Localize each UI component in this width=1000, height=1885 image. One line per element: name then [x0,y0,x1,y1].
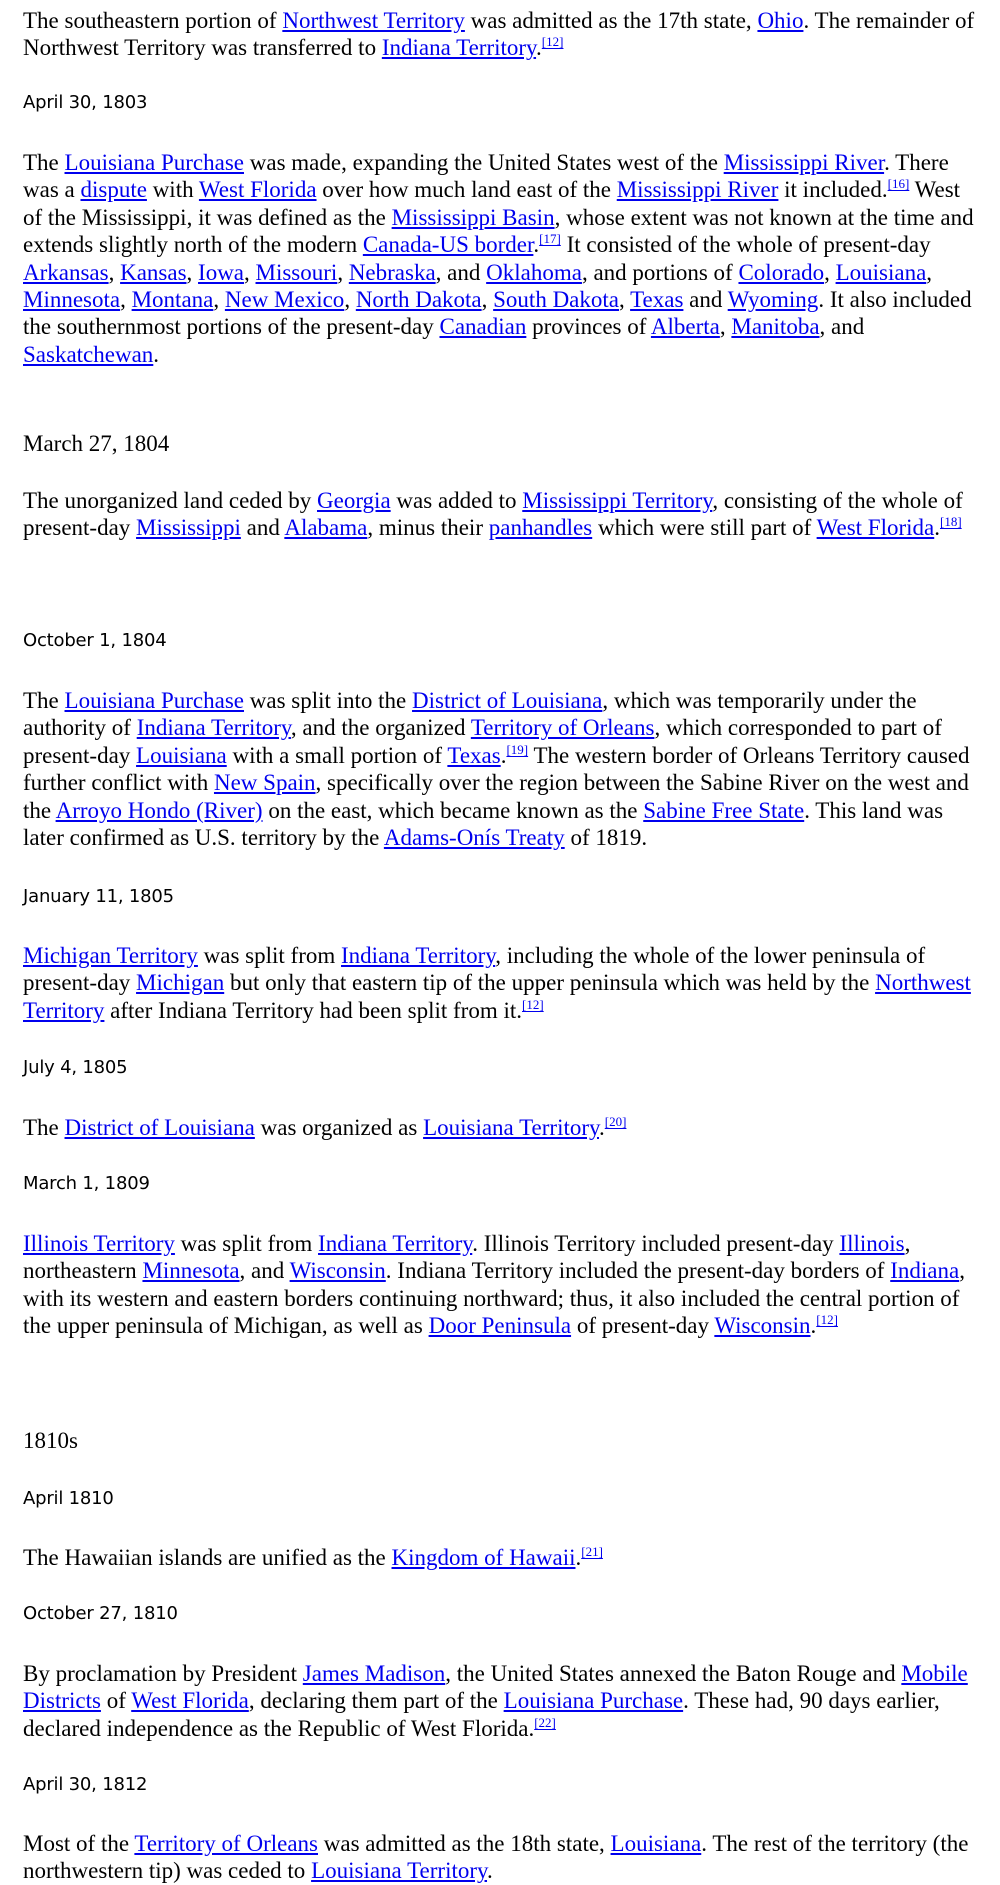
text-run: , whose extent was not known at the time and extends slightly north of the modern [23,204,974,258]
text-run: The western border of Orleans Territory caused further conflict with [23,742,970,796]
text-run: . [487,1858,493,1884]
text-run: . [599,1115,605,1140]
text-run: , with its western and eastern borders continuing northward; thus, it also included the central portion of the upper peninsula of Michigan, as well as [23,1258,965,1339]
link-new-mexico[interactable]: New Mexico [224,287,345,313]
text-run: was split from [174,1231,319,1256]
citation-link[interactable]: [12] [816,1312,838,1328]
text-run: , [344,287,356,313]
text-run: was split from [197,943,342,968]
link-mississippi-river[interactable]: Mississippi River [616,177,779,203]
text-run: The Hawaiian islands are unified as the [23,1545,392,1570]
citation [522,997,544,1012]
link-arroyo-hondo-river[interactable]: Arroyo Hondo (River) [55,797,263,823]
link-arkansas[interactable]: Arkansas [23,259,109,285]
text-run: . Illinois Territory included present-day [472,1231,840,1256]
link-south-dakota[interactable]: South Dakota [493,287,619,313]
link-north-dakota[interactable]: North Dakota [355,287,482,313]
text-run: , and [239,1258,290,1284]
text-run: was split into the [244,688,413,713]
link-west-florida[interactable]: West Florida [198,177,317,203]
link-nebraska[interactable]: Nebraska [348,259,436,285]
text-run: , [926,259,933,285]
text-run: Most of the [23,1831,135,1856]
paragraph [23,1660,983,1742]
link-louisiana-purchase[interactable]: Louisiana Purchase [64,688,244,713]
link-wisconsin[interactable]: Wisconsin [289,1258,386,1284]
link-new-spain[interactable]: New Spain [213,770,316,796]
link-district-of-louisiana[interactable]: District of Louisiana [412,688,603,713]
text-run: . There was a [23,150,949,203]
link-mississippi-basin[interactable]: Mississippi Basin [391,204,555,230]
text-run: . [153,341,160,367]
text-run: . [536,35,542,61]
link-indiana[interactable]: Indiana [890,1258,960,1284]
link-northwest-territory[interactable]: Northwest Territory [282,8,465,33]
citation [534,1715,556,1730]
text-run: . [500,742,507,768]
text-run: with a small portion of [226,742,448,768]
text-run: , and portions of [581,259,739,285]
text-run: , including the whole of the lower peninsula of present-day [23,943,926,996]
link-ohio[interactable]: Ohio [757,8,804,33]
citation [888,176,910,191]
link-kansas[interactable]: Kansas [120,259,187,285]
text-run: , which corresponded to part of present-day [23,715,942,768]
text-run: , specifically over the region between the Sabine River on the west and the [23,770,969,823]
text-run: and [240,515,285,541]
paragraph [23,1830,983,1885]
link-louisiana-territory[interactable]: Louisiana Territory [311,1858,488,1884]
link-kingdom-of-hawaii[interactable]: Kingdom of Hawaii [391,1545,576,1570]
text-run: , the United States annexed the Baton Rouge and [445,1661,902,1686]
date-heading: October 1, 1804 [23,630,167,651]
link-wisconsin[interactable]: Wisconsin [714,1313,811,1339]
link-indiana-territory[interactable]: Indiana Territory [136,715,291,741]
text-run: was made, expanding the United States west of the [244,150,724,175]
text-run: on the east, which became known as the [262,797,644,823]
paragraph [23,487,983,542]
link-texas[interactable]: Texas [630,287,684,313]
text-run: . This land was later confirmed as U.S. territory by the [23,797,944,851]
link-manitoba[interactable]: Manitoba [731,314,820,340]
link-louisiana[interactable]: Louisiana [835,259,927,285]
text-run: By proclamation by President [23,1661,303,1686]
link-minnesota[interactable]: Minnesota [142,1258,240,1284]
link-west-florida[interactable]: West Florida [131,1688,249,1714]
link-james-madison[interactable]: James Madison [302,1661,446,1686]
citation-link[interactable]: [21] [581,1544,603,1559]
link-minnesota[interactable]: Minnesota [23,287,121,313]
link-oklahoma[interactable]: Oklahoma [486,259,582,285]
text-run: . [575,1545,582,1570]
text-run: it included. [778,177,888,203]
paragraph [23,1230,983,1340]
link-michigan-territory[interactable]: Michigan Territory [23,943,198,968]
text-run: The unorganized land ceded by [23,488,317,513]
date-heading: April 1810 [23,1488,114,1509]
text-run: , [213,287,225,313]
paragraph [23,1114,983,1141]
text-run: , [719,314,732,340]
citation [581,1544,603,1559]
link-door-peninsula[interactable]: Door Peninsula [428,1313,572,1339]
text-run: . [810,1313,817,1339]
text-run: . [934,515,940,541]
link-sabine-free-state[interactable]: Sabine Free State [643,797,805,823]
link-michigan[interactable]: Michigan [136,970,225,996]
link-illinois[interactable]: Illinois [839,1231,905,1256]
link-territory-of-orleans[interactable]: Territory of Orleans [470,715,655,741]
text-run: was admitted as the 17th state, [464,8,758,33]
text-run: . The rest of the territory (the northwestern tip) was ceded to [23,1831,969,1884]
citation-link[interactable]: [16] [887,176,910,192]
text-run: , and [819,314,865,340]
text-run: . These had, 90 days earlier, declared independence as the Republic of West Florida. [23,1688,940,1741]
text-run: . Indiana Territory included the present-day borders of [385,1258,891,1284]
citation [940,514,962,529]
text-run: of 1819. [564,825,648,851]
paragraph [23,149,983,368]
text-run: , [619,287,631,313]
link-georgia[interactable]: Georgia [317,488,391,513]
link-colorado[interactable]: Colorado [738,259,825,285]
text-run: The [23,688,65,713]
date-heading: July 4, 1805 [23,1057,128,1078]
citation [506,742,528,757]
text-run: , [120,287,132,313]
link-missouri[interactable]: Missouri [255,259,338,285]
citation [605,1114,627,1129]
date-heading: April 30, 1812 [23,1774,148,1795]
link-alabama[interactable]: Alabama [284,515,368,541]
text-run: , [108,259,121,285]
text-run: of [100,1688,132,1714]
link-west-florida[interactable]: West Florida [816,515,935,541]
text-run: was organized as [254,1115,424,1140]
link-louisiana[interactable]: Louisiana [610,1831,702,1856]
section-heading: March 27, 1804 [23,431,170,456]
date-heading: January 11, 1805 [23,886,174,907]
link-mississippi[interactable]: Mississippi [136,515,241,541]
text-run: The [23,150,65,175]
paragraph [23,942,983,1024]
text-run: which were still part of [592,515,817,541]
link-mobile-districts[interactable]: Mobile Districts [23,1661,968,1714]
date-heading: March 1, 1809 [23,1173,150,1194]
text-run: . It also included the southernmost portions of the present-day [23,287,972,340]
link-panhandles[interactable]: panhandles [488,515,593,541]
text-run: The [23,1115,65,1140]
link-louisiana-purchase[interactable]: Louisiana Purchase [64,150,244,175]
link-adams-on-s-treaty[interactable]: Adams-Onís Treaty [383,825,565,851]
paragraph [23,7,983,62]
text-run: with [146,177,199,203]
text-run: , which was temporarily under the authority of [23,688,917,741]
link-district-of-louisiana[interactable]: District of Louisiana [64,1115,255,1140]
section-heading: 1810s [23,1428,78,1453]
text-run: , and the organized [290,715,471,741]
text-run: but only that eastern tip of the upper peninsula which was held by the [224,970,876,996]
citation-link[interactable]: [12] [522,996,544,1012]
link-canadian[interactable]: Canadian [439,314,527,340]
text-run: , northeastern [23,1231,911,1284]
link-dispute[interactable]: dispute [80,177,147,203]
date-heading: April 30, 1803 [23,92,148,113]
text-run: The southeastern portion of [23,8,283,33]
text-run: provinces of [526,314,651,340]
citation-link[interactable]: [20] [604,1114,627,1129]
citation [539,231,561,246]
text-run: . The remainder of Northwest Territory was transferred to [23,8,975,61]
citation-link[interactable]: [18] [939,514,962,530]
text-run: of present-day [571,1313,715,1339]
link-louisiana-purchase[interactable]: Louisiana Purchase [503,1688,684,1714]
text-run: , [824,259,836,285]
citation [542,34,564,49]
text-run: was admitted as the 18th state, [318,1831,611,1856]
date-heading: October 27, 1810 [23,1603,178,1624]
link-montana[interactable]: Montana [131,287,214,313]
link-iowa[interactable]: Iowa [198,259,245,285]
link-canada-us-border[interactable]: Canada-US border [362,232,534,258]
link-louisiana-territory[interactable]: Louisiana Territory [423,1115,600,1140]
link-mississippi-river[interactable]: Mississippi River [723,150,885,175]
citation-link[interactable]: [22] [534,1714,556,1730]
citation [816,1312,838,1327]
link-mississippi-territory[interactable]: Mississippi Territory [522,488,713,513]
text-run: , [186,259,199,285]
text-run: , [337,259,349,285]
text-run: , minus their [367,515,489,541]
text-run: West of the Mississippi, it was defined as the [23,177,961,230]
link-indiana-territory[interactable]: Indiana Territory [381,35,537,61]
paragraph [23,687,983,851]
text-run: was added to [390,488,523,513]
text-run: , declaring them part of the [248,1688,504,1714]
citation-link[interactable]: [19] [506,741,529,757]
link-indiana-territory[interactable]: Indiana Territory [341,943,496,968]
text-run: , consisting of the whole of present-day [23,488,963,541]
link-territory-of-orleans[interactable]: Territory of Orleans [134,1831,318,1856]
text-run: , [244,259,256,285]
text-run: , [481,287,494,313]
text-run: , and [435,259,487,285]
citation-link[interactable]: [17] [539,231,561,247]
text-run: and [683,287,728,313]
link-saskatchewan[interactable]: Saskatchewan [23,341,154,367]
text-run: . [533,232,540,258]
link-northwest-territory[interactable]: Northwest Territory [23,970,971,1023]
link-indiana-territory[interactable]: Indiana Territory [318,1231,473,1256]
link-wyoming[interactable]: Wyoming [727,287,819,313]
link-louisiana[interactable]: Louisiana [136,742,227,768]
link-illinois-territory[interactable]: Illinois Territory [23,1231,175,1256]
paragraph [23,1544,983,1571]
text-run: It consisted of the whole of present-day [560,232,931,258]
link-alberta[interactable]: Alberta [650,314,720,340]
citation-link[interactable]: [12] [541,34,564,50]
text-run: after Indiana Territory had been split from it. [104,997,522,1023]
text-run: over how much land east of the [316,177,617,203]
link-texas[interactable]: Texas [447,742,501,768]
